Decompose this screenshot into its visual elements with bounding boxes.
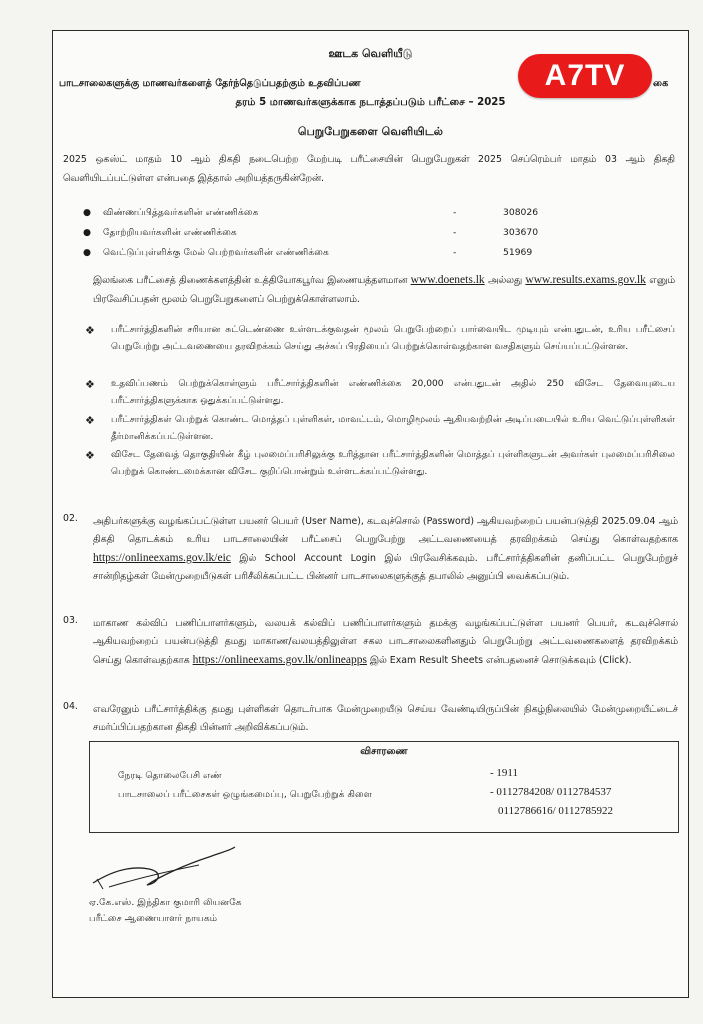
inquiry-value: - 0112784208/ 0112784537 xyxy=(490,786,612,798)
item-text xyxy=(93,513,678,586)
bullet-icon: ● xyxy=(83,247,92,258)
inquiry-label: நேரடி தொலைபேசி எண் xyxy=(118,770,222,781)
item-text xyxy=(93,701,678,737)
item-text xyxy=(93,615,678,670)
bullet-icon: ● xyxy=(83,227,92,238)
stat-label: வெட்டுப்புள்ளிக்கு மேல் பெற்றவர்களின் எண்ணிக்கை xyxy=(103,247,329,258)
signatory-title: பரீட்சை ஆணையாளர் நாயகம் xyxy=(89,913,218,924)
bullet-icon: ● xyxy=(83,207,92,218)
eic-link[interactable]: https://onlineexams.gov.lk/eic xyxy=(93,552,231,564)
subtitle-line-3: பெறுபேறுகளை வெளியிடல் xyxy=(297,125,444,138)
stat-row xyxy=(83,247,603,265)
stat-row xyxy=(83,207,603,225)
subtitle-line-1: பாடசாலைகளுக்கு மாணவர்களைத் தேர்ந்தெடுப்பதற்கும் உதவிப்பண xyxy=(59,78,361,89)
diamond-bullet-icon: ❖ xyxy=(85,414,95,427)
onlineapps-link[interactable]: https://onlineexams.gov.lk/onlineapps xyxy=(192,654,367,666)
item-number: 04. xyxy=(63,701,78,712)
inquiry-box xyxy=(89,741,679,833)
stat-dash: - xyxy=(453,247,457,258)
subtitle-line-2: தரம் 5 மாணவர்களுக்காக நடாத்தப்படும் பரீட்சை – 2025 xyxy=(235,97,506,108)
diamond-item xyxy=(85,322,675,356)
diamond-item xyxy=(85,412,675,446)
subtitle-line-1-end: கை xyxy=(653,78,669,89)
item-text-part1: மாகாண கல்விப் பணிப்பாளர்களும், வலயக் கல்விப் பணிப்பாளர்களும் தமக்கு வழங்கப்பட்டுள்ள பயனர் பெயர், கடவுச்சொல் ஆகியவற்றைப் பயன்படுத்தி தமது மாகாண/வலயத்திலுள்ள சகல பாடசாலைகளினதும் பெறுபேற்று அட்டவணைகளைத் தரவிறக்கம் செய்து கொள்வதற்காக xyxy=(93,618,678,666)
diamond-item xyxy=(85,447,675,481)
doenets-link[interactable]: www.doenets.lk xyxy=(410,274,485,286)
stat-value: 303670 xyxy=(503,227,539,238)
website-text-middle: அல்லது xyxy=(487,275,523,286)
item-text-part2: இல் School Account Login இல் பிரவேசிக்கவும். பரீட்சார்த்திகளின் தனிப்பட்ட பெறுபேற்றுச் சான்றிதழ்கள் மேன்முறையீடுகள் பரிசீலிக்கப்பட்ட பின்னர் பாடசாலைகளுக்குத் தபாலில் அனுப்பி வைக்கப்படும். xyxy=(93,553,678,582)
diamond-item-text: பரீட்சார்த்திகள் பெற்றுக் கொண்ட மொத்தப் புள்ளிகள், மாவட்டம், மொழிமூலம் ஆகியவற்றின் அடிப்படையில் உரிய வெட்டுப்புள்ளிகள் தீர்மானிக்கப்பட்டுள்ளன. xyxy=(111,415,675,442)
website-text-after: எனும் பிரவேசிப்பதன் மூலம் பெறுபேறுகளைப் பெற்றுக்கொள்ளலாம். xyxy=(93,275,675,305)
signatory-name: ஏ.கே.எஸ். இந்திகா குமாரி லியனகே xyxy=(89,897,242,908)
stat-row xyxy=(83,227,603,245)
a7tv-logo: A7TV xyxy=(518,54,652,98)
website-paragraph xyxy=(93,271,675,309)
stat-label: தோற்றியவர்களின் எண்ணிக்கை xyxy=(103,227,237,238)
item-text-part2: இல் Exam Result Sheets என்பதனைச் சொடுக்கவும் (Click). xyxy=(369,655,632,666)
diamond-item-text: விசேட தேவைத் தொகுதியின் கீழ் புலமைப்பரிசிலுக்கு உரித்தான பரீட்சார்த்திகளின் மொத்தப் புள்ளிகளுடன் அவர்கள் புலமைப்பரிசிலை பெற்றுக் கொண்டமைக்கான விசேட குறிப்பொன்றும் உள்ளடக்கப்பட்டுள்ளது. xyxy=(111,450,675,477)
stat-value: 308026 xyxy=(503,207,539,218)
item-text-part1: அதிபர்களுக்கு வழங்கப்பட்டுள்ள பயனர் பெயர் (User Name), கடவுச்சொல் (Password) ஆகியவற்றைப் பயன்படுத்தி 2025.09.04 ஆம் திகதி தொடக்கம் உரிய பாடசாலையின் பரீட்சைப் பெறுபேற்று அட்டவணையைத் தரவிறக்கம் செய்து கொள்வதற்காக xyxy=(93,516,678,545)
item-number: 02. xyxy=(63,513,78,524)
inquiry-value: - 1911 xyxy=(490,767,519,779)
diamond-bullet-icon: ❖ xyxy=(85,324,95,337)
diamond-bullet-icon: ❖ xyxy=(85,378,95,391)
website-text-before: இலங்கை பரீட்சைத் திணைக்களத்தின் உத்தியோகபூர்வ இணையத்தளமான xyxy=(93,275,408,286)
diamond-bullet-icon: ❖ xyxy=(85,449,95,462)
intro-paragraph: 2025 ஒகஸ்ட் மாதம் 10 ஆம் திகதி நடைபெற்ற மேற்படி பரீட்சையின் பெறுபேறுகள் 2025 செப்ரெம்பர் மாதம் 03 ஆம் திகதி வெளியிடப்பட்டுள்ள என்பதை இத்தால் அறியத்தருகின்றேன். xyxy=(63,154,675,184)
inquiry-value: 0112786616/ 0112785922 xyxy=(498,805,613,817)
item-number: 03. xyxy=(63,615,78,626)
inquiry-label: பாடசாலைப் பரீட்சைகள் ஒழுங்கமைப்பு, பெறுபேற்றுக் கிளை xyxy=(118,789,372,800)
press-release-sheet xyxy=(52,30,689,998)
stat-dash: - xyxy=(453,207,457,218)
diamond-item xyxy=(85,376,675,410)
item-text-part1: எவரேனும் பரீட்சார்த்திக்கு தமது புள்ளிகள் தொடர்பாக மேன்முறையீடு செய்ய வேண்டியிருப்பின் நிகழ்நிலையில் மேன்முறையீட்டைச் சமர்ப்பிப்பதற்கான திகதி பின்னர் அறிவிக்கப்படும். xyxy=(93,704,678,733)
inquiry-heading: விசாரணை xyxy=(360,746,408,757)
diamond-item-text: உதவிப்பணம் பெற்றுக்கொள்ளும் பரீட்சார்த்திகளின் எண்ணிக்கை 20,000 என்பதுடன் அதில் 250 விசேட தேவையுடைய பரீட்சார்த்திகளுக்காக ஒதுக்கப்பட்டுள்ளது. xyxy=(111,379,675,406)
results-link[interactable]: www.results.exams.gov.lk xyxy=(525,274,646,286)
stat-label: விண்ணப்பித்தவர்களின் எண்ணிக்கை xyxy=(103,207,259,218)
stat-dash: - xyxy=(453,227,457,238)
document-title: ஊடக வெளியீடு xyxy=(328,47,413,60)
signature-image xyxy=(89,843,239,898)
diamond-item-text: பரீட்சார்த்திகளின் சரியான சுட்டெண்ணை உள்ளடக்குவதன் மூலம் பெறுபேற்றைப் பார்வையிட முடியும் என்பதுடன், உரிய பரீட்சைப் பெறுபேற்று அட்டவணையை தரவிறக்கம் செய்து அச்சுப் பிரதியைப் பெற்றுக்கொள்வதற்கான வசதிகளும் செய்யப்பட்டுள்ளன. xyxy=(111,325,675,352)
stat-value: 51969 xyxy=(503,247,533,258)
